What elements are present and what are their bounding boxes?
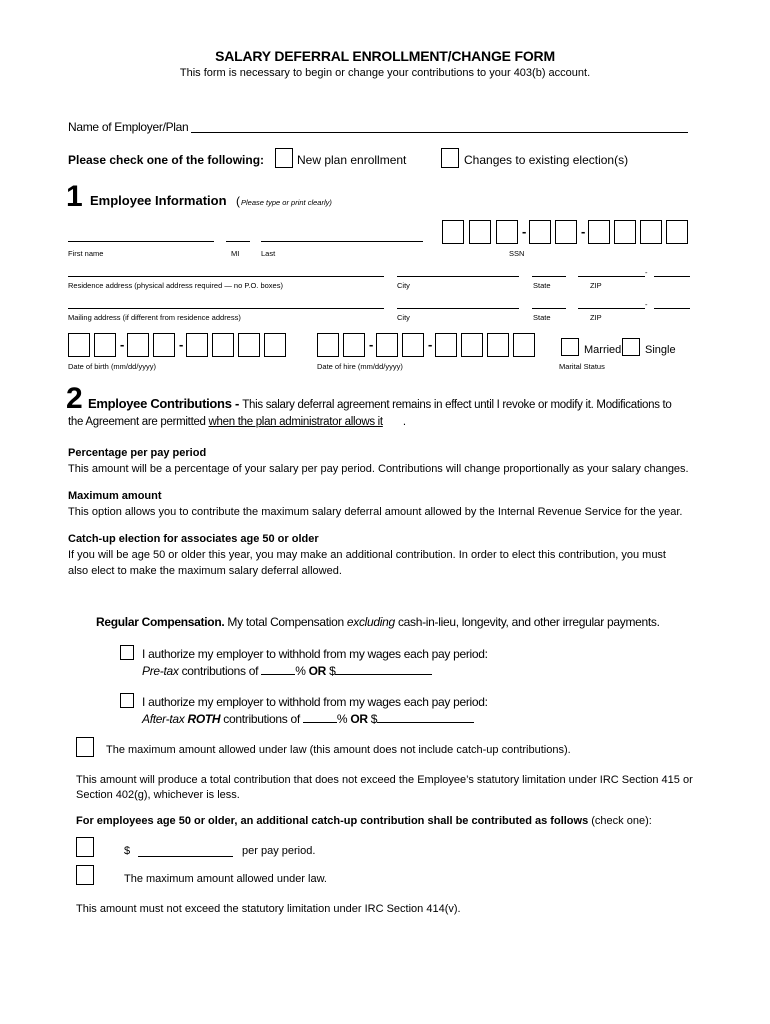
roth-or: OR xyxy=(350,712,368,726)
regular-text-2: cash-in-lieu, longevity, and other irregular payments. xyxy=(394,615,660,629)
mi-field[interactable] xyxy=(226,241,250,242)
age50-note: (check one): xyxy=(588,815,652,827)
per-pay-text: per pay period. xyxy=(242,845,316,857)
pretax-italic: Pre-tax xyxy=(142,664,179,678)
last-label: Last xyxy=(261,249,276,258)
regular-text-1: My total Compensation xyxy=(224,615,347,629)
ssn-digit-8[interactable] xyxy=(640,220,662,244)
single-checkbox[interactable] xyxy=(622,338,640,356)
doh-box-m2[interactable] xyxy=(343,333,365,357)
max-heading: Maximum amount xyxy=(68,490,162,502)
plan-admin-link: when the plan administrator allows it xyxy=(208,416,383,428)
dob-box-m1[interactable] xyxy=(68,333,90,357)
new-enrollment-label: New plan enrollment xyxy=(297,153,407,167)
roth-bold: ROTH xyxy=(187,712,221,726)
form-title: SALARY DEFERRAL ENROLLMENT/CHANGE FORM xyxy=(215,48,555,64)
section-2-title: Employee Contributions - xyxy=(88,396,243,411)
ssn-digit-9[interactable] xyxy=(666,220,688,244)
dob-box-y3[interactable] xyxy=(238,333,260,357)
pretax-text: contributions of xyxy=(178,664,262,678)
mailing-address-field[interactable] xyxy=(68,308,384,309)
dob-box-y4[interactable] xyxy=(264,333,286,357)
roth-text: contributions of xyxy=(220,712,303,726)
section-1-title: Employee Information xyxy=(90,193,227,208)
mailing-state-label: State xyxy=(533,313,551,322)
ssn-dash-2: - xyxy=(581,224,586,239)
mi-label: MI xyxy=(231,249,240,258)
married-label: Married xyxy=(584,344,622,356)
residence-zip-field[interactable] xyxy=(578,276,645,277)
roth-line-1: I authorize my employer to withhold from my wages each pay period: xyxy=(142,695,488,709)
mailing-zip-dash: - xyxy=(645,300,648,309)
section-1-note-paren: ( xyxy=(236,194,240,208)
doh-box-y1[interactable] xyxy=(435,333,457,357)
catchup-heading: Catch-up election for associates age 50 or older xyxy=(68,533,319,545)
max-law-label: The maximum amount allowed under law. xyxy=(124,873,327,885)
doh-dash-1: - xyxy=(369,337,374,352)
first-name-field[interactable] xyxy=(68,241,214,242)
dob-box-y1[interactable] xyxy=(186,333,208,357)
mailing-state-field[interactable] xyxy=(532,308,566,309)
dob-dash-2: - xyxy=(179,337,184,352)
intro2-post: . xyxy=(402,416,406,428)
regular-bold: Regular Compensation. xyxy=(96,615,225,629)
max-amount-label: The maximum amount allowed under law (this amount does not include catch-up contributions). xyxy=(106,744,571,756)
ssn-label: SSN xyxy=(509,249,525,258)
section-1-number: 1 xyxy=(66,180,83,213)
section-2-intro-line2 xyxy=(68,416,406,428)
roth-line-2 xyxy=(142,711,474,726)
dob-box-m2[interactable] xyxy=(94,333,116,357)
pretax-dollar-field[interactable] xyxy=(335,663,432,675)
residence-zip-dash: - xyxy=(645,268,648,277)
roth-pct-suffix: % xyxy=(336,712,351,726)
ssn-digit-5[interactable] xyxy=(555,220,577,244)
limit-text-1: This amount will produce a total contribution that does not exceed the Employee’s statutory limitation under IRC Section 415 or xyxy=(76,774,693,786)
new-enrollment-checkbox[interactable] xyxy=(275,148,293,168)
ssn-dash-1: - xyxy=(522,224,527,239)
roth-checkbox[interactable] xyxy=(120,693,134,708)
mailing-zip-field[interactable] xyxy=(578,308,645,309)
single-label: Single xyxy=(645,344,676,356)
mailing-zip-label: ZIP xyxy=(590,313,602,322)
marital-status-label: Marital Status xyxy=(559,362,605,371)
dob-dash-1: - xyxy=(120,337,125,352)
intro2-pre: the Agreement are permitted xyxy=(68,416,209,428)
ssn-digit-6[interactable] xyxy=(588,220,610,244)
residence-address-label: Residence address (physical address required — no P.O. boxes) xyxy=(68,281,283,290)
check-one-label: Please check one of the following: xyxy=(68,153,265,167)
doh-box-m1[interactable] xyxy=(317,333,339,357)
residence-address-field[interactable] xyxy=(68,276,384,277)
residence-state-label: State xyxy=(533,281,551,290)
residence-zip4-field[interactable] xyxy=(654,276,690,277)
ssn-digit-4[interactable] xyxy=(529,220,551,244)
changes-checkbox[interactable] xyxy=(441,148,459,168)
section-2-heading xyxy=(88,396,672,411)
doh-dash-2: - xyxy=(428,337,433,352)
regular-italic: excluding xyxy=(346,615,395,629)
pretax-line-1: I authorize my employer to withhold from my wages each pay period: xyxy=(142,647,488,661)
first-name-label: First name xyxy=(68,249,104,258)
pretax-or: OR xyxy=(308,664,327,678)
pretax-checkbox[interactable] xyxy=(120,645,134,660)
per-pay-dollar: $ xyxy=(124,845,131,857)
per-pay-amount-field[interactable] xyxy=(138,856,233,857)
pretax-dollar: $ xyxy=(326,664,336,678)
employer-plan-field[interactable] xyxy=(191,132,688,133)
form-subtitle: This form is necessary to begin or change your contributions to your 403(b) account. xyxy=(179,67,591,79)
catchup-text-1: If you will be age 50 or older this year, you may make an additional contribution. In order to elect this contribution, you must xyxy=(68,549,666,561)
mailing-address-label: Mailing address (if different from residence address) xyxy=(68,313,241,322)
ssn-digit-1[interactable] xyxy=(442,220,464,244)
max-law-checkbox[interactable] xyxy=(76,865,94,885)
married-checkbox[interactable] xyxy=(561,338,579,356)
per-pay-checkbox[interactable] xyxy=(76,837,94,857)
max-amount-checkbox[interactable] xyxy=(76,737,94,757)
pretax-line-2 xyxy=(142,663,432,678)
section-2-intro: This salary deferral agreement remains in effect until I revoke or modify it. Modifications to xyxy=(242,399,672,411)
last-name-field[interactable] xyxy=(261,241,423,242)
doh-box-d1[interactable] xyxy=(376,333,398,357)
roth-italic: After-tax xyxy=(142,712,188,726)
pretax-percent-field[interactable] xyxy=(261,663,295,675)
catchup-text-2: also elect to make the maximum salary deferral allowed. xyxy=(68,565,342,577)
final-text: This amount must not exceed the statutory limitation under IRC Section 414(v). xyxy=(76,903,461,915)
dob-box-d1[interactable] xyxy=(127,333,149,357)
pct-heading: Percentage per pay period xyxy=(68,447,207,459)
doh-box-y2[interactable] xyxy=(461,333,483,357)
roth-percent-field[interactable] xyxy=(303,711,337,723)
ssn-digit-7[interactable] xyxy=(614,220,636,244)
ssn-digit-2[interactable] xyxy=(469,220,491,244)
doh-box-y4[interactable] xyxy=(513,333,535,357)
age50-bold: For employees age 50 or older, an additional catch-up contribution shall be contributed as follows xyxy=(76,815,589,827)
mailing-zip4-field[interactable] xyxy=(654,308,690,309)
doh-box-y3[interactable] xyxy=(487,333,509,357)
residence-city-label: City xyxy=(397,281,410,290)
changes-label: Changes to existing election(s) xyxy=(464,153,629,167)
doh-box-d2[interactable] xyxy=(402,333,424,357)
roth-dollar-field[interactable] xyxy=(377,711,474,723)
doh-label: Date of hire (mm/dd/yyyy) xyxy=(317,362,403,371)
pct-text: This amount will be a percentage of your salary per pay period. Contributions will change proportionally as your salary changes. xyxy=(68,463,689,475)
mailing-city-field[interactable] xyxy=(397,308,519,309)
section-1-note: Please type or print clearly) xyxy=(241,198,332,207)
section-2-number: 2 xyxy=(66,382,83,415)
residence-city-field[interactable] xyxy=(397,276,519,277)
employer-plan-label: Name of Employer/Plan xyxy=(68,120,189,134)
pretax-pct-suffix: % xyxy=(295,664,309,678)
dob-box-d2[interactable] xyxy=(153,333,175,357)
residence-zip-label: ZIP xyxy=(590,281,602,290)
ssn-digit-3[interactable] xyxy=(496,220,518,244)
regular-compensation xyxy=(96,615,660,629)
dob-label: Date of birth (mm/dd/yyyy) xyxy=(68,362,156,371)
limit-text-2: Section 402(g), whichever is less. xyxy=(76,789,240,801)
mailing-city-label: City xyxy=(397,313,410,322)
residence-state-field[interactable] xyxy=(532,276,566,277)
roth-dollar: $ xyxy=(367,712,378,726)
age50-heading xyxy=(76,815,652,827)
dob-box-y2[interactable] xyxy=(212,333,234,357)
max-text: This option allows you to contribute the maximum salary deferral amount allowed by the Internal Revenue Service for the year. xyxy=(68,506,683,518)
